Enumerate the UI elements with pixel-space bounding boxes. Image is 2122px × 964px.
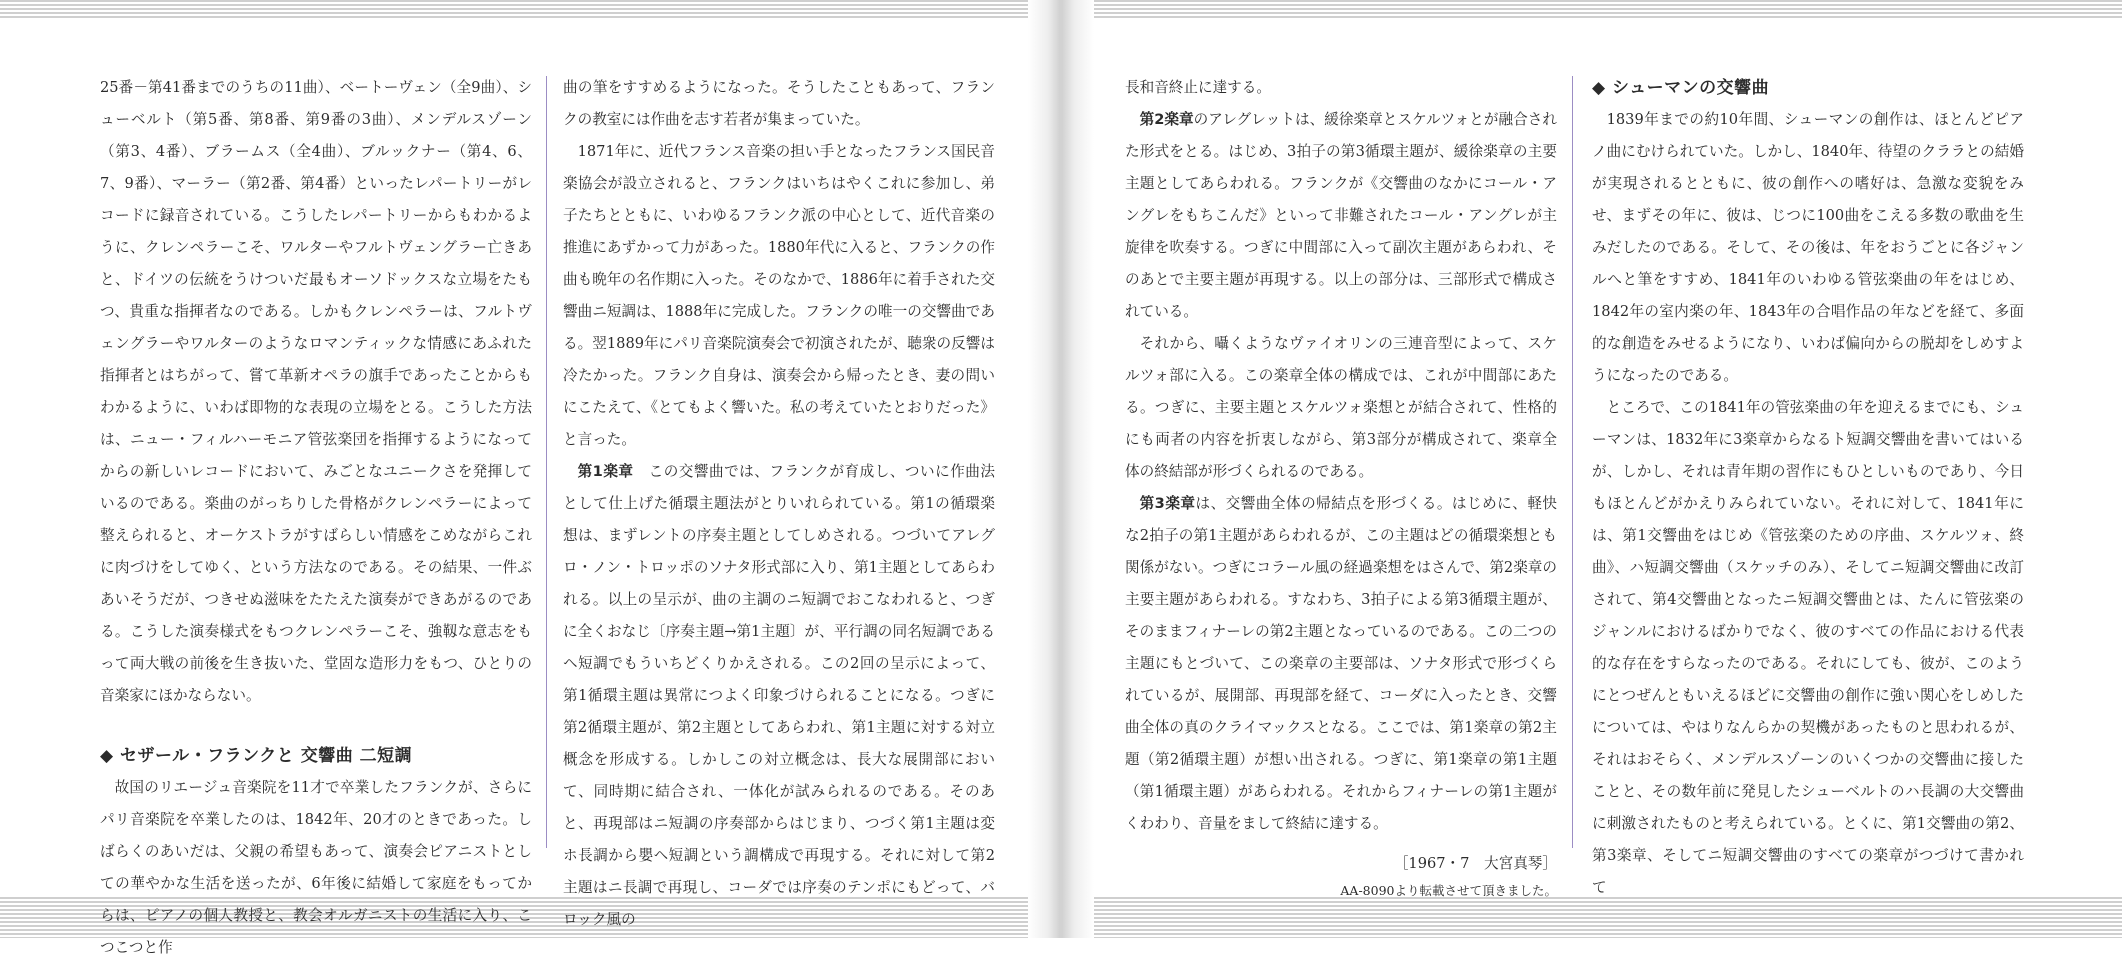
paragraph-movement-1 xyxy=(563,456,995,936)
paragraph-movement-2 xyxy=(1125,104,1557,328)
movement-label: 第1楽章 xyxy=(577,463,634,480)
paragraph: 1871年に、近代フランス音楽の担い手となったフランス国民音楽協会が設立されると、フランクはいちはやくこれに参加し、弟子たちとともに、いわゆるフランク派の中心として、近代音楽の推進にあずかって力があった。1880年代に入ると、フランクの作曲も晩年の名作期に入った。そのなかで、1886年に着手された交響曲ニ短調は、1888年に完成した。フランクの唯一の交響曲である。翌1889年にパリ音楽院演奏会で初演されたが、聴衆の反響は冷たかった。フランク自身は、演奏会から帰ったとき、妻の問いにこたえて、《とてもよく響いた。私の考えていたとおりだった》と言った。 xyxy=(563,143,995,448)
paragraph: それから、囁くようなヴァイオリンの三連音型によって、スケルツォ部に入る。この楽章全体の構成では、これが中間部にあたる。つぎに、主要主題とスケルツォ楽想とが結合されて、性格的にも両者の内容を折衷しながら、第3部分が構成されて、楽章全体の終結部が形づくられるのである。 xyxy=(1125,335,1557,480)
right-page-column-1 xyxy=(1125,72,1557,898)
section-heading-franck: ◆ セザール・フランクと 交響曲 二短調 xyxy=(100,746,413,766)
paragraph: ところで、この1841年の管弦楽曲の年を迎えるまでにも、シューマンは、1832年に3楽章からなるト短調交響曲を書いてはいるが、しかし、それは青年期の習作にもひとしいものであり、今日もほとんどがかえりみられていない。それに対して、1841年には、第1交響曲をはじめ《管弦楽のための序曲、スケルツォ、終曲》、ハ短調交響曲（スケッチのみ）、そしてニ短調交響曲に改訂されて、第4交響曲となったニ短調交響曲とは、たんに管弦楽のジャンルにおけるばかりでなく、彼のすべての作品における代表的な存在をすらなったのである。それにしても、彼が、このようにとつぜんともいえるほどに交響曲の創作に強い関心をしめしたについては、やはりなんらかの契機があったものと思われるが、それはおそらく、メンデルスゾーンのいくつかの交響曲に接したことと、その数年前に発見したシューベルトのハ長調の大交響曲に刺激されたものと考えられている。とくに、第1交響曲の第2、第3楽章、そしてニ短調交響曲のすべての楽章がつづけて書かれて xyxy=(1592,399,2024,896)
movement-label: 第2楽章 xyxy=(1139,111,1194,128)
paragraph-text: のアレグレットは、緩徐楽章とスケルツォとが融合された形式をとる。はじめ、3拍子の第3循環主題が、緩徐楽章の主要主題としてあらわれる。フランクが《交響曲のなかにコール・アングレをもちこんだ》といって非難されたコール・アングレが主旋律を吹奏する。つぎに中間部に入って副次主題があらわれ、そのあとで主要主題が再現する。以上の部分は、三部形式で構成されている。 xyxy=(1125,111,1557,320)
right-page-column-2 xyxy=(1592,72,2024,896)
paragraph: 曲の筆をすすめるようになった。そうしたこともあって、フランクの教室には作曲を志す若者が集まっていた。 xyxy=(563,79,995,128)
column-divider xyxy=(1572,76,1573,848)
section-heading-schumann: ◆ シューマンの交響曲 xyxy=(1592,78,1770,98)
movement-label: 第3楽章 xyxy=(1139,495,1196,512)
reprint-note: AA-8090より転載させて頂きました。 xyxy=(1340,883,1557,898)
paragraph-movement-3 xyxy=(1125,488,1557,840)
paragraph: 故国のリエージュ音楽院を11才で卒業したフランクが、さらにパリ音楽院を卒業したのは、1842年、20才のときであった。しばらくのあいだは、父親の希望もあって、演奏会ピアニストとしての華やかな生活を送ったが、6年後に結婚して家庭をもってからは、ピアノの個人教授と、教会オルガニストの生活に入り、こつこつと作 xyxy=(100,779,532,956)
paragraph-text: この交響曲では、フランクが育成し、ついに作曲法として仕上げた循環主題法がとりいれられている。第1の循環楽想は、まずレントの序奏主題としてしめされる。つづいてアレグロ・ノン・トロッポのソナタ形式部に入り、第1主題としてあらわれる。以上の呈示が、曲の主調のニ短調でおこなわれると、つぎに全くおなじ〔序奏主題→第1主題〕が、平行調の同名短調であるヘ短調でもういちどくりかえされる。この2回の呈示によって、第1循環主題は異常につよく印象づけられることになる。つぎに第2循環主題が、第2主題としてあらわれ、第1主題に対する対立概念を形成する。しかしこの対立概念は、長大な展開部において、同時期に結合され、一体化が試みられるのである。そのあと、再現部はニ短調の序奏部からはじまり、つづく第1主題は変ホ長調から嬰ヘ短調という調構成で再現する。それに対して第2主題はニ長調で再現し、コーダでは序奏のテンポにもどって、バロック風の xyxy=(563,463,995,928)
paragraph-text: は、交響曲全体の帰結点を形づくる。はじめに、軽快な2拍子の第1主題があらわれるが、この主題はどの循環楽想とも関係がない。つぎにコラール風の経過楽想をはさんで、第2楽章の主要主題があらわれる。すなわち、3拍子による第3循環主題が、そのままフィナーレの第2主題となっているのである。この二つの主題にもとづいて、この楽章の主要部は、ソナタ形式で形づくられているが、展開部、再現部を経て、コーダに入ったとき、交響曲全体の真のクライマックスとなる。ここでは、第1楽章の第2主題（第2循環主題）が想い出される。つぎに、第1楽章の第1主題（第1循環主題）があらわれる。それからフィナーレの第1主題がくわわり、音量をまして終結に達する。 xyxy=(1125,495,1557,832)
book-gutter xyxy=(1028,0,1094,938)
left-page-column-2 xyxy=(563,72,995,928)
left-page-column-1 xyxy=(100,72,532,956)
paragraph: 25番－第41番までのうちの11曲）、ベートーヴェン（全9曲）、シューベルト（第5番、第8番、第9番の3曲）、メンデルスゾーン（第3、4番）、ブラームス（全4曲）、ブルックナー（第4、6、7、9番）、マーラー（第2番、第4番）といったレパートリーがレコードに録音されている。こうしたレパートリーからもわかるように、クレンペラーこそ、ワルターやフルトヴェングラー亡きあと、ドイツの伝統をうけついだ最もオーソドックスな立場をたもつ、貴重な指揮者なのである。しかもクレンペラーは、フルトヴェングラーやワルターのようなロマンティックな情感にあふれた指揮者とはちがって、嘗て革新オペラの旗手であったことからもわかるように、いわば即物的な表現の立場をとる。こうした方法は、ニュー・フィルハーモニア管弦楽団を指揮するようになってからの新しいレコードにおいて、みごとなユニークさを発揮しているのである。楽曲のがっちりした骨格がクレンペラーによって整えられると、オーケストラがすばらしい情感をこめながらこれに肉づけをしてゆく、という方法なのである。その結果、一件ぶあいそうだが、つきせぬ滋味をたたえた演奏ができあがるのである。こうした演奏様式をもつクレンペラーこそ、強靱な意志をもって両大戦の前後を生き抜いた、堂固な造形力をもつ、ひとりの音楽家にほかならない。 xyxy=(100,79,532,704)
column-divider xyxy=(546,76,547,848)
paragraph: 1839年までの約10年間、シューマンの創作は、ほとんどピアノ曲にむけられていた。しかし、1840年、待望のクララとの結婚が実現されるとともに、彼の創作への嗜好は、急激な変貌をみせ、まずその年に、彼は、じつに100曲をこえる多数の歌曲を生みだしたのである。そして、その後は、年をおうごとに各ジャンルへと筆をすすめ、1841年のいわゆる管弦楽曲の年をはじめ、1842年の室内楽の年、1843年の合唱作品の年などを経て、多面的な創造をみせるようになり、いわば偏向からの脱却をしめすようになったのである。 xyxy=(1592,111,2024,384)
author-signature: ［1967・7 大宮真琴］ xyxy=(1393,855,1557,872)
paragraph: 長和音終止に達する。 xyxy=(1125,79,1271,96)
